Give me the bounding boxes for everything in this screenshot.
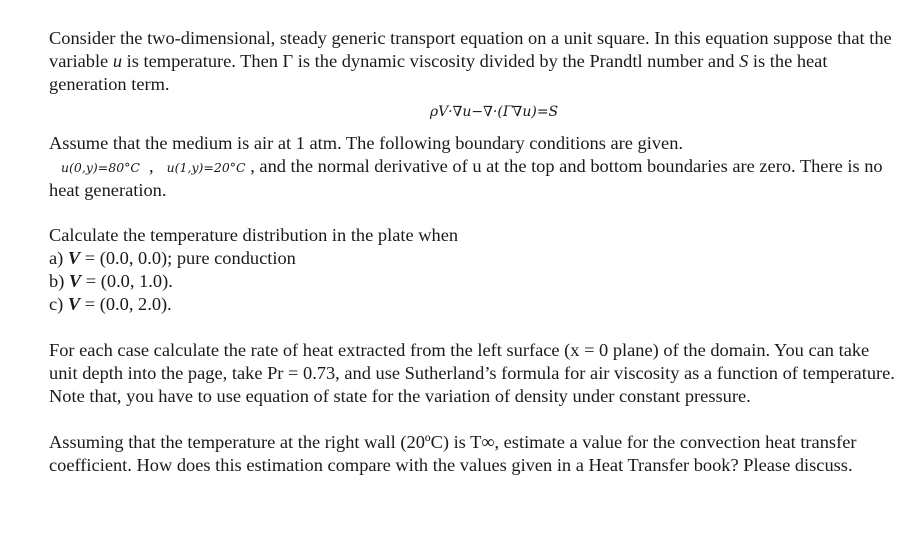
intro-text-a: Consider the two-dimensional, steady generic transport equation on a unit square. In this equation suppose that the variable: [49, 28, 892, 71]
variable-s: S: [739, 51, 749, 71]
velocity-vector-symbol: V: [67, 248, 81, 268]
list-item-prefix: b): [49, 271, 69, 291]
velocity-vector-symbol: V: [67, 294, 81, 314]
convection-paragraph: Assuming that the temperature at the right wall (20ºC) is T∞, estimate a value for the convection heat transfer coefficient. How does this estimation compare with the values given in a Heat Transfer book? Please discuss.: [49, 432, 857, 475]
list-item-prefix: a): [49, 248, 68, 268]
velocity-vector-symbol: V: [68, 271, 82, 291]
variable-u: u: [112, 51, 123, 71]
heat-rate-paragraph: For each case calculate the rate of heat extracted from the left surface (x = 0 plane) of the domain. You can take unit depth into the page, take Pr = 0.73, and use Sutherland’s formula for air viscosity as a function of temperature. Note that, you have to use equation of state for the variation of density under constant pressure.: [49, 340, 895, 406]
list-item-text: = (0.0, 2.0).: [80, 294, 172, 314]
task-intro: Calculate the temperature distribution in the plate when: [49, 225, 459, 245]
intro-paragraph: [49, 27, 899, 96]
boundary-condition-right: u(1,y)=20°C: [166, 160, 246, 175]
boundary-intro: Assume that the medium is air at 1 atm. The following boundary conditions are given.: [49, 133, 684, 153]
list-item: [49, 270, 899, 293]
boundary-text-after: , and the normal derivative of u at the top and bottom boundaries are zero. There is no heat generation.: [49, 156, 883, 200]
problem-document: [49, 27, 899, 477]
list-item-text: = (0.0, 1.0).: [81, 271, 173, 291]
intro-text-c: is the heat generation term.: [49, 51, 828, 94]
transport-equation: [49, 96, 899, 132]
list-item: [49, 247, 899, 270]
intro-text-b: is temperature. Then Γ is the dynamic viscosity divided by the Prandtl number and: [122, 51, 740, 71]
list-item-text: = (0.0, 0.0); pure conduction: [80, 248, 296, 268]
equation-text: ρV·∇u−∇·(Γ∇u)=S: [429, 104, 559, 120]
list-item: [49, 293, 899, 316]
list-item-prefix: c): [49, 294, 68, 314]
boundary-separator: ,: [149, 156, 154, 176]
boundary-condition-left: u(0,y)=80°C: [61, 160, 140, 175]
boundary-paragraph: [49, 132, 899, 202]
